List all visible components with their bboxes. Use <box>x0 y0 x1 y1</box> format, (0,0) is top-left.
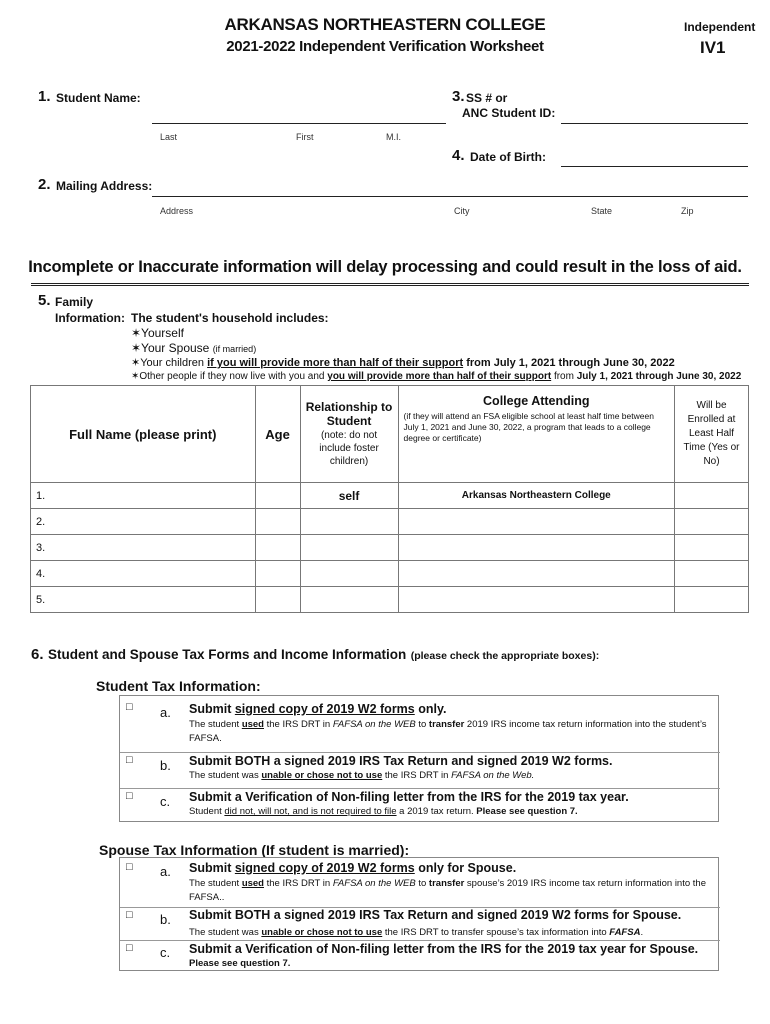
row-age-cell[interactable] <box>255 535 300 561</box>
q6-title: Student and Spouse Tax Forms and Income Information <box>47 647 407 662</box>
table-row <box>31 587 749 613</box>
student-tax-divider-1 <box>120 752 720 753</box>
q1-label: Student Name: <box>56 91 141 105</box>
row-enrolled-cell[interactable] <box>675 509 749 535</box>
student-option-b-desc-part: the IRS DRT in <box>382 770 452 781</box>
col-college-note: (if they will attend an FSA eligible school at least half time between July 1, 2021 and June 30, 2022, a program that leads to a college degree or certificate) <box>403 411 654 443</box>
spouse-tax-divider-2 <box>120 940 720 941</box>
student-option-a-desc-fafsa: FAFSA on the WEB <box>332 719 416 730</box>
spouse-option-b-desc-part: . <box>640 927 644 938</box>
student-option-c-title: Submit a Verification of Non-filing letter from the IRS for the 2019 tax year. <box>189 790 629 804</box>
other-text: ✶Other people if they now live with you and <box>131 371 328 382</box>
last-name-caption: Last <box>160 132 178 142</box>
ssn-or-id-field[interactable] <box>561 123 748 124</box>
spouse-option-a-desc <box>189 877 709 905</box>
student-option-b-desc-fafsa: FAFSA on the Web. <box>451 770 535 781</box>
household-item-spouse <box>131 341 256 355</box>
student-option-c-checkbox[interactable]: □ <box>126 790 133 802</box>
spouse-option-a-letter: a. <box>160 864 171 879</box>
student-option-a-checkbox[interactable]: □ <box>126 701 133 713</box>
spouse-option-b-desc-fafsa: FAFSA <box>609 927 641 938</box>
row-college-cell[interactable] <box>398 535 675 561</box>
spouse-option-a-desc-part: the IRS DRT in <box>264 878 333 889</box>
q3-number: 3. <box>452 88 465 105</box>
student-option-c-desc-not-required: did not, will not, and is not required to file <box>224 806 397 817</box>
spouse-text: ✶Your Spouse <box>131 341 210 355</box>
row-relationship-cell[interactable] <box>300 587 398 613</box>
other-date-range: July 1, 2021 through June 30, 2022 <box>576 371 742 382</box>
spouse-option-b-checkbox[interactable]: □ <box>126 909 133 921</box>
student-option-b-title: Submit BOTH a signed 2019 IRS Tax Return and signed 2019 W2 forms. <box>189 754 613 768</box>
spouse-option-a-title-underlined: signed copy of 2019 W2 forms <box>234 861 415 875</box>
other-from: from <box>551 371 577 382</box>
household-item-other <box>131 371 741 382</box>
row-age-cell[interactable] <box>255 483 300 509</box>
row-enrolled-cell[interactable] <box>675 587 749 613</box>
row-age-cell[interactable] <box>255 587 300 613</box>
q5-label-family: Family <box>55 295 94 309</box>
col-age: Age <box>255 386 300 483</box>
student-tax-divider-2 <box>120 788 720 789</box>
student-option-a-desc-part: The student <box>189 719 242 730</box>
spouse-option-a-title <box>189 861 516 875</box>
q1-number: 1. <box>38 88 51 105</box>
q4-label: Date of Birth: <box>470 150 546 164</box>
col-relationship <box>300 386 398 483</box>
spouse-option-a-desc-part: spouse’s 2019 IRS income tax return information into the FAFSA.. <box>189 878 706 903</box>
q4-number: 4. <box>452 147 465 164</box>
row-age-cell[interactable] <box>255 509 300 535</box>
col-relationship-head: Relationship to Student <box>305 399 393 428</box>
spouse-option-c-title: Submit a Verification of Non-filing letter from the IRS for the 2019 tax year for Spouse. <box>189 942 699 956</box>
spouse-option-a-title-pre: Submit <box>189 861 235 875</box>
q3-label-student-id: ANC Student ID: <box>462 106 556 120</box>
student-option-a-title <box>189 702 446 716</box>
row-enrolled-cell[interactable] <box>675 561 749 587</box>
student-option-a-desc <box>189 718 709 746</box>
q2-label: Mailing Address: <box>56 179 153 193</box>
spouse-option-b-title: Submit BOTH a signed 2019 IRS Tax Return and signed 2019 W2 forms for Spouse. <box>189 908 682 922</box>
spouse-option-b-letter: b. <box>160 912 171 927</box>
spouse-option-b-desc-unable: unable or chose not to use <box>261 927 383 938</box>
row-name-cell[interactable]: 4. <box>31 561 256 587</box>
student-option-a-title-pre: Submit <box>189 702 235 716</box>
col-enrolled: Will be Enrolled at Least Half Time (Yes or No) <box>675 386 749 483</box>
family-table <box>30 385 749 613</box>
row-name-cell[interactable]: 2. <box>31 509 256 535</box>
row-college-cell[interactable] <box>398 509 675 535</box>
q5-number: 5. <box>38 292 51 309</box>
student-option-a-title-underlined: signed copy of 2019 W2 forms <box>234 702 415 716</box>
row-name-cell[interactable]: 5. <box>31 587 256 613</box>
col-college-head: College Attending <box>483 394 590 408</box>
col-college <box>398 386 675 483</box>
worksheet-title: 2021-2022 Independent Verification Worksheet <box>226 38 544 55</box>
spouse-option-a-desc-used: used <box>241 878 264 889</box>
student-option-b-checkbox[interactable]: □ <box>126 754 133 766</box>
student-option-a-desc-transfer: transfer <box>428 719 465 730</box>
student-option-c-desc-see-q7: Please see question 7. <box>476 806 578 817</box>
spouse-option-b-desc <box>189 926 643 940</box>
spouse-note: (if married) <box>212 344 257 354</box>
spouse-option-a-desc-part: The student <box>189 878 242 889</box>
spouse-option-a-checkbox[interactable]: □ <box>126 861 133 873</box>
row-relationship-cell[interactable] <box>300 509 398 535</box>
student-option-c-desc-part: a 2019 tax return. <box>396 806 477 817</box>
worksheet-type: Independent <box>684 20 756 34</box>
spouse-option-a-desc-fafsa: FAFSA on the WEB <box>332 878 416 889</box>
student-option-c-desc <box>189 805 578 819</box>
row-enrolled-cell[interactable] <box>675 483 749 509</box>
middle-initial-caption: M.I. <box>386 132 401 142</box>
table-row <box>31 535 749 561</box>
student-option-b-letter: b. <box>160 758 171 773</box>
student-option-a-desc-part: 2019 IRS income tax return information into the student’s FAFSA. <box>189 719 707 744</box>
row-relationship-cell[interactable] <box>300 561 398 587</box>
address-caption: Address <box>160 206 194 216</box>
row-college-cell[interactable] <box>398 561 675 587</box>
spouse-option-a-desc-transfer: transfer <box>428 878 465 889</box>
student-option-c-desc-part: Student <box>189 806 225 817</box>
q6-number: 6. <box>31 646 44 663</box>
q6-heading <box>31 646 599 664</box>
row-name-cell[interactable]: 3. <box>31 535 256 561</box>
row-college-cell[interactable]: Arkansas Northeastern College <box>398 483 675 509</box>
student-option-b-desc-unable: unable or chose not to use <box>261 770 383 781</box>
student-option-a-desc-part: the IRS DRT in <box>264 719 333 730</box>
row-name-cell[interactable]: 1. <box>31 483 256 509</box>
col-relationship-note: (note: do not include foster children) <box>319 429 379 467</box>
spouse-option-b-desc-part: the IRS DRT to transfer spouse’s tax information into <box>382 927 610 938</box>
other-support-condition: you will provide more than half of their support <box>327 371 552 382</box>
q3-label-ssn: SS # or <box>466 91 508 105</box>
q5-label-information: Information: <box>55 311 125 325</box>
student-option-a-title-post: only. <box>414 702 447 716</box>
col-full-name: Full Name (please print) <box>31 386 256 483</box>
household-item-children <box>131 356 675 369</box>
state-caption: State <box>591 206 613 216</box>
student-tax-heading: Student Tax Information: <box>96 678 261 694</box>
student-option-a-desc-used: used <box>241 719 264 730</box>
first-name-caption: First <box>296 132 314 142</box>
q6-note: (please check the appropriate boxes): <box>410 650 600 662</box>
student-option-c-letter: c. <box>160 794 171 809</box>
children-date-range: from July 1, 2021 through June 30, 2022 <box>463 357 675 369</box>
children-text: ✶Your children <box>131 357 208 369</box>
zip-caption: Zip <box>681 206 694 216</box>
children-support-condition: if you will provide more than half of their support <box>207 357 464 369</box>
spouse-option-c-desc: Please see question 7. <box>189 958 291 969</box>
student-option-b-desc <box>189 769 534 783</box>
table-row <box>31 561 749 587</box>
household-item-yourself: ✶Yourself <box>131 326 184 340</box>
city-caption: City <box>454 206 470 216</box>
table-row <box>31 483 749 509</box>
row-relationship-cell[interactable] <box>300 535 398 561</box>
row-enrolled-cell[interactable] <box>675 535 749 561</box>
student-option-a-desc-part: to <box>415 719 429 730</box>
row-college-cell[interactable] <box>398 587 675 613</box>
date-of-birth-field[interactable] <box>561 166 748 167</box>
spouse-option-c-checkbox[interactable]: □ <box>126 942 133 954</box>
spouse-option-c-letter: c. <box>160 945 171 960</box>
student-name-field[interactable] <box>152 123 446 124</box>
student-option-a-letter: a. <box>160 705 171 720</box>
worksheet-code: IV1 <box>700 38 726 57</box>
warning-divider <box>31 283 749 286</box>
table-row <box>31 509 749 535</box>
row-age-cell[interactable] <box>255 561 300 587</box>
spouse-option-a-title-post: only for Spouse. <box>414 861 517 875</box>
mailing-address-field[interactable] <box>152 196 748 197</box>
spouse-tax-heading: Spouse Tax Information (If student is married): <box>99 842 410 858</box>
row-relationship-cell[interactable]: self <box>300 483 398 509</box>
q2-number: 2. <box>38 176 51 193</box>
college-name: ARKANSAS NORTHEASTERN COLLEGE <box>224 15 546 34</box>
spouse-option-b-desc-part: The student was <box>189 927 262 938</box>
spouse-option-a-desc-part: to <box>415 878 429 889</box>
family-table-header <box>31 386 749 483</box>
household-intro: The student's household includes: <box>131 311 329 325</box>
student-option-b-desc-part: The student was <box>189 770 262 781</box>
warning-text: Incomplete or Inaccurate information will delay processing and could result in the loss of aid. <box>28 258 742 276</box>
